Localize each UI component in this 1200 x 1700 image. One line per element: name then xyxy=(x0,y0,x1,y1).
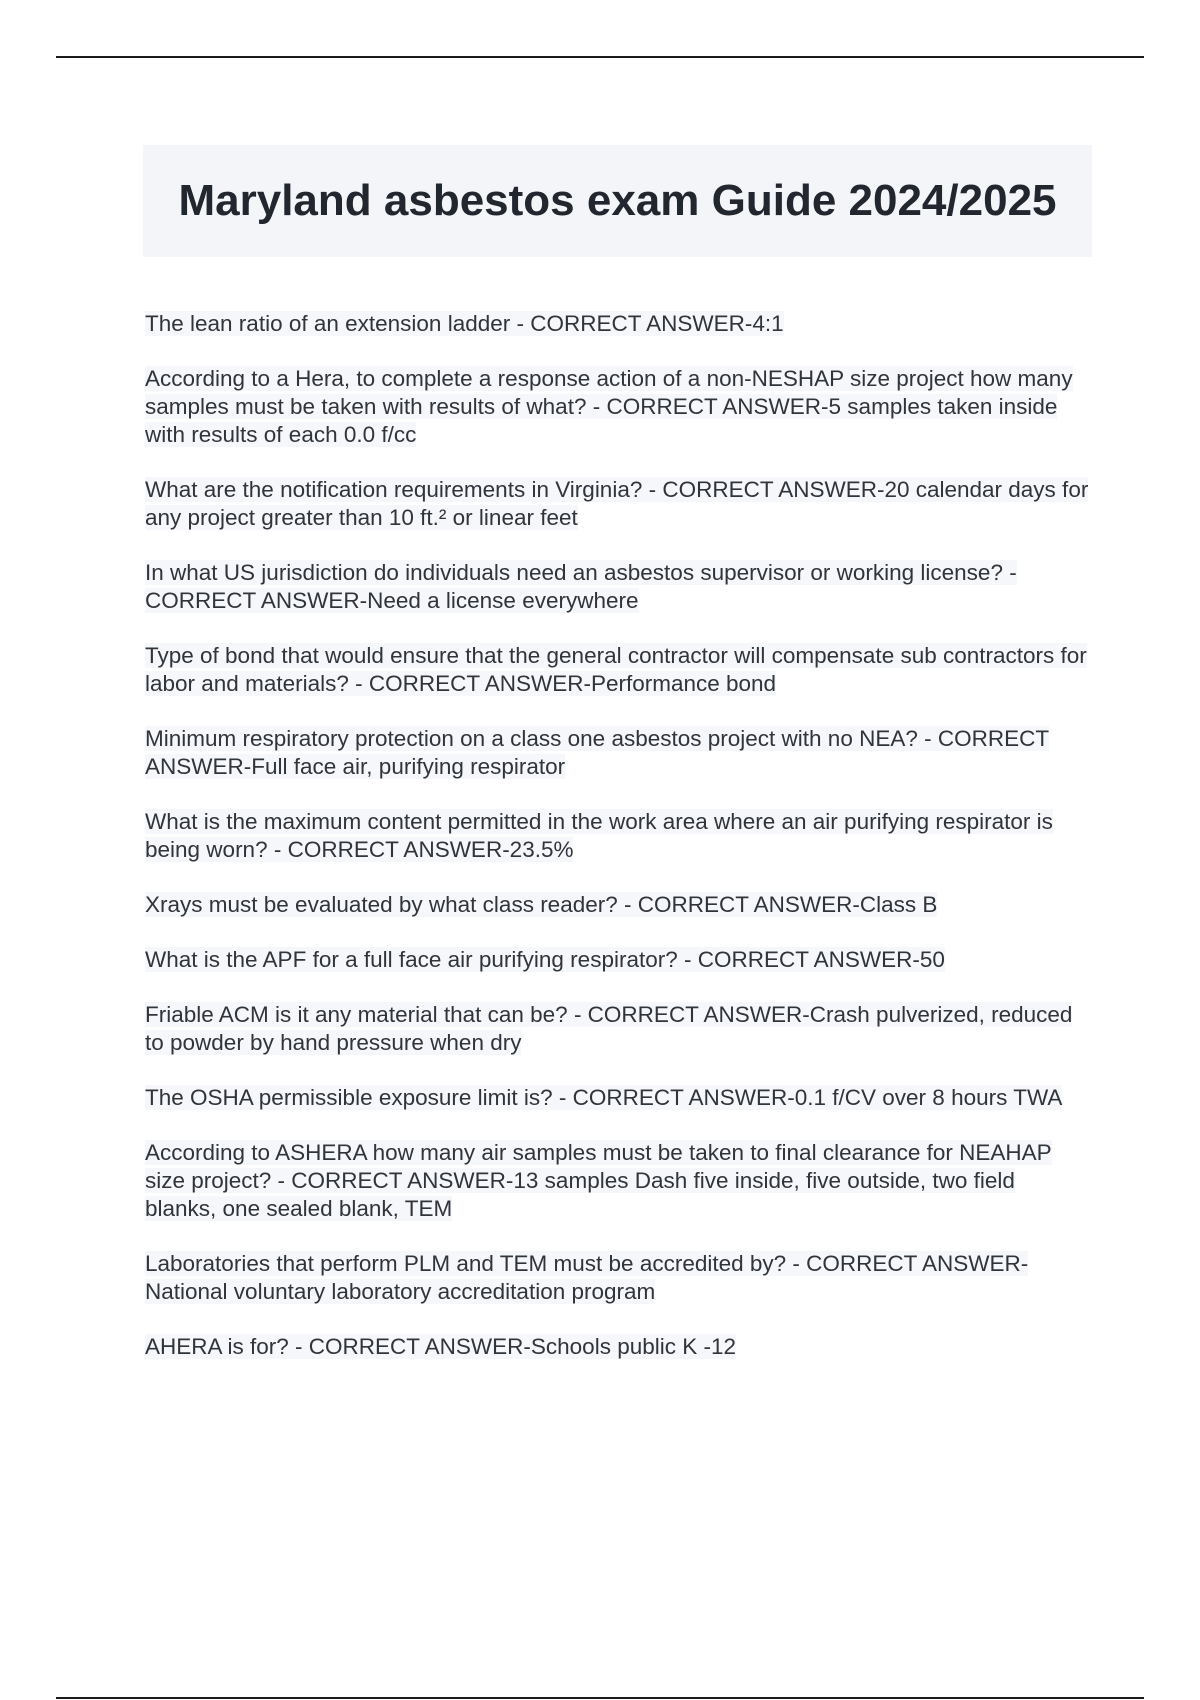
qa-text: AHERA is for? - CORRECT ANSWER-Schools public K -12 xyxy=(145,1334,737,1359)
document-title: Maryland asbestos exam Guide 2024/2025 xyxy=(178,176,1057,225)
qa-text: The lean ratio of an extension ladder - CORRECT ANSWER-4:1 xyxy=(145,311,784,336)
qa-text: What are the notification requirements in Virginia? - CORRECT ANSWER-20 calendar days for any project greater than 10 ft.² or linear feet xyxy=(145,477,1089,530)
qa-text: Minimum respiratory protection on a class one asbestos project with no NEA? - CORRECT ANSWER-Full face air, purifying respirator xyxy=(145,726,1050,779)
qa-item xyxy=(145,891,1090,919)
qa-item xyxy=(145,476,1090,532)
qa-text: What is the maximum content permitted in the work area where an air purifying respirator is being worn? - CORRECT ANSWER-23.5% xyxy=(145,809,1053,862)
qa-list xyxy=(145,310,1090,1388)
title-banner xyxy=(143,145,1092,257)
qa-item xyxy=(145,808,1090,864)
qa-text: Xrays must be evaluated by what class reader? - CORRECT ANSWER-Class B xyxy=(145,892,938,917)
qa-item xyxy=(145,310,1090,338)
qa-text: According to a Hera, to complete a response action of a non-NESHAP size project how many samples must be taken with results of what? - CORRECT ANSWER-5 samples taken inside with results of each 0.0 f/cc xyxy=(145,366,1073,447)
qa-item xyxy=(145,725,1090,781)
qa-item xyxy=(145,1250,1090,1306)
qa-item xyxy=(145,1001,1090,1057)
qa-item xyxy=(145,1139,1090,1223)
qa-text: Type of bond that would ensure that the general contractor will compensate sub contractors for labor and materials? - CORRECT ANSWER-Performance bond xyxy=(145,643,1087,696)
bottom-rule xyxy=(56,1697,1144,1699)
qa-item xyxy=(145,946,1090,974)
top-rule xyxy=(56,56,1144,58)
qa-item xyxy=(145,559,1090,615)
qa-text: What is the APF for a full face air purifying respirator? - CORRECT ANSWER-50 xyxy=(145,947,945,972)
qa-text: Laboratories that perform PLM and TEM must be accredited by? - CORRECT ANSWER-National voluntary laboratory accreditation program xyxy=(145,1251,1029,1304)
qa-text: The OSHA permissible exposure limit is? - CORRECT ANSWER-0.1 f/CV over 8 hours TWA xyxy=(145,1085,1063,1110)
qa-text: In what US jurisdiction do individuals need an asbestos supervisor or working license? - CORRECT ANSWER-Need a license everywhere xyxy=(145,560,1017,613)
qa-item xyxy=(145,1084,1090,1112)
qa-text: According to ASHERA how many air samples must be taken to final clearance for NEAHAP size project? - CORRECT ANSWER-13 samples Dash five inside, five outside, two field blanks, one sealed blank, TEM xyxy=(145,1140,1052,1221)
qa-item xyxy=(145,1333,1090,1361)
qa-item xyxy=(145,642,1090,698)
qa-item xyxy=(145,365,1090,449)
qa-text: Friable ACM is it any material that can be? - CORRECT ANSWER-Crash pulverized, reduced to powder by hand pressure when dry xyxy=(145,1002,1073,1055)
